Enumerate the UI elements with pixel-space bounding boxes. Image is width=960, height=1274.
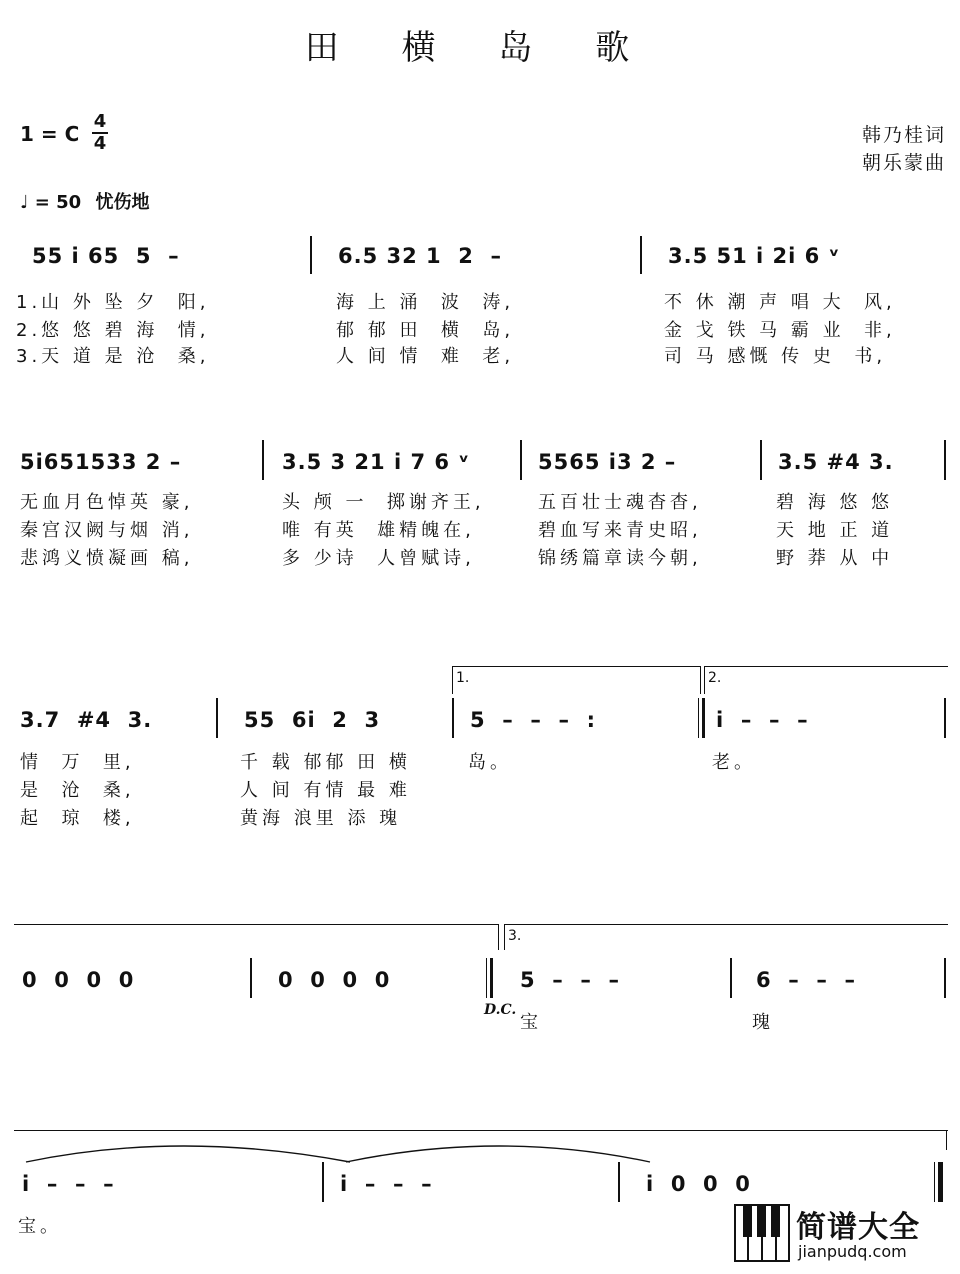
s4-lyric-m3: 宝 bbox=[520, 1012, 542, 1033]
volta-1-label: 1. bbox=[456, 670, 470, 686]
s3-lyric-v1-m2: 千 载 郁郁 田 横 bbox=[240, 752, 411, 773]
double-barline-thick bbox=[490, 958, 493, 998]
s4-measure-1-notes: 0 0 0 0 bbox=[22, 968, 135, 992]
s1-lyric-v1-m2: 海 上 涌 波 涛, bbox=[336, 292, 515, 313]
s3-measure-4-notes: i – – – bbox=[716, 708, 809, 732]
key-signature: 1 = C bbox=[20, 122, 80, 146]
s4-measure-3-notes: 5 – – – bbox=[520, 968, 620, 992]
s2-lyric-v3-m3: 锦绣篇章读今朝, bbox=[538, 548, 702, 569]
barline bbox=[216, 698, 218, 738]
s5-measure-1-notes: i – – – bbox=[22, 1172, 115, 1196]
logo-url: jianpudq.com bbox=[798, 1242, 907, 1261]
score-title: 田 横 岛 歌 bbox=[304, 28, 656, 68]
s3-lyric-v2-m1: 是 沧 桑, bbox=[20, 780, 135, 801]
final-barline-thin bbox=[934, 1162, 935, 1202]
composer-credit: 朝乐蒙曲 bbox=[861, 152, 946, 174]
s3-measure-1-notes: 3.7 #4 3. bbox=[20, 708, 153, 732]
repeat-barline-thick bbox=[702, 698, 705, 738]
s5-measure-2-notes: i – – – bbox=[340, 1172, 433, 1196]
s2-lyric-v3-m4: 野 莽 从 中 bbox=[776, 548, 894, 569]
barline bbox=[250, 958, 252, 998]
tempo-value: = 50 bbox=[34, 192, 82, 213]
site-logo bbox=[734, 1202, 954, 1268]
s2-lyric-v3-m1: 悲鸿义愤凝画 稿, bbox=[20, 548, 194, 569]
volta-2-label: 2. bbox=[708, 670, 722, 686]
s1-lyric-v3-m2: 人 间 情 难 老, bbox=[336, 346, 515, 367]
volta-3-label: 3. bbox=[508, 928, 522, 944]
s1-measure-1-notes: 55 i 65 5 – bbox=[32, 244, 180, 268]
s2-measure-4-notes: 3.5 #4 3. bbox=[778, 450, 894, 474]
s3-measure-2-notes: 55 6i 2 3 bbox=[244, 708, 381, 732]
s4-measure-4-notes: 6 – – – bbox=[756, 968, 856, 992]
s2-lyric-v3-m2: 多 少诗 人曾赋诗, bbox=[282, 548, 475, 569]
s4-measure-2-notes: 0 0 0 0 bbox=[278, 968, 391, 992]
s2-lyric-v2-m1: 秦宫汉阙与烟 消, bbox=[20, 520, 194, 541]
s1-lyric-v2-m1: 2.悠 悠 碧 海 情, bbox=[16, 320, 210, 341]
time-signature bbox=[92, 112, 108, 154]
s1-lyric-v2-m3: 金 戈 铁 马 霸 业 非, bbox=[664, 320, 896, 341]
s1-measure-2-notes: 6.5 32 1 2 – bbox=[338, 244, 503, 268]
barline bbox=[730, 958, 732, 998]
s2-lyric-v1-m3: 五百壮士魂杳杳, bbox=[538, 492, 702, 513]
volta-1-line bbox=[452, 666, 700, 667]
s1-lyric-v3-m3: 司 马 感慨 传 史 书, bbox=[664, 346, 887, 367]
s2-lyric-v1-m4: 碧 海 悠 悠 bbox=[776, 492, 894, 513]
volta-2-left bbox=[704, 666, 705, 694]
time-signature-top: 4 bbox=[93, 111, 107, 132]
logo-name: 简谱大全 bbox=[796, 1210, 920, 1245]
s1-lyric-v1-m3: 不 休 潮 声 唱 大 风, bbox=[664, 292, 896, 313]
s3-lyric-v3-m1: 起 琼 楼, bbox=[20, 808, 135, 829]
s2-lyric-v1-m2: 头 颅 一 掷谢齐王, bbox=[282, 492, 485, 513]
s3-lyric-v1-m3: 岛。 bbox=[468, 752, 512, 773]
barline bbox=[640, 236, 642, 274]
s5-lyric-m1: 宝。 bbox=[18, 1216, 62, 1237]
volta-2-line bbox=[704, 666, 948, 667]
tie-arc-2 bbox=[346, 1146, 650, 1162]
s3-lyric-v1-m4: 老。 bbox=[712, 752, 756, 773]
barline bbox=[944, 440, 946, 480]
quarter-note-icon: ♩ bbox=[20, 192, 29, 213]
s2-lyric-v2-m2: 唯 有英 雄精魄在, bbox=[282, 520, 475, 541]
barline bbox=[618, 1162, 620, 1202]
double-barline-thin bbox=[486, 958, 487, 998]
s1-lyric-v1-m1: 1.山 外 坠 夕 阳, bbox=[16, 292, 210, 313]
volta-3-bar bbox=[498, 924, 499, 950]
s3-measure-3-notes: 5 – – – : bbox=[470, 708, 596, 732]
volta-1-right bbox=[700, 666, 701, 694]
s2-measure-1-notes: 5i651533 2 – bbox=[20, 450, 182, 474]
volta-3-line bbox=[504, 924, 948, 925]
barline bbox=[520, 440, 522, 480]
final-barline-thick bbox=[938, 1162, 943, 1202]
tempo-marking bbox=[20, 188, 149, 214]
s1-lyric-v2-m2: 郁 郁 田 横 岛, bbox=[336, 320, 515, 341]
s5-measure-3-notes: i 0 0 0 bbox=[646, 1172, 751, 1196]
s3-lyric-v3-m2: 黄海 浪里 添 瑰 bbox=[240, 808, 402, 829]
barline bbox=[944, 698, 946, 738]
s4-lyric-m4: 瑰 bbox=[752, 1012, 774, 1033]
s2-measure-2-notes: 3.5 3 21 i 7 6 ᵛ bbox=[282, 450, 470, 474]
tempo-mood: 忧伤地 bbox=[95, 192, 150, 213]
tie-arc-1 bbox=[26, 1146, 350, 1162]
tie-arcs bbox=[20, 1136, 660, 1170]
time-signature-bottom: 4 bbox=[93, 133, 107, 154]
lyricist-credit: 韩乃桂词 bbox=[861, 124, 946, 146]
s3-lyric-v1-m1: 情 万 里, bbox=[20, 752, 135, 773]
barline bbox=[944, 958, 946, 998]
dc-marking: D.C. bbox=[484, 1002, 517, 1018]
s5-top-line bbox=[14, 1130, 948, 1131]
s1-lyric-v3-m1: 3.天 道 是 沧 桑, bbox=[16, 346, 210, 367]
barline bbox=[262, 440, 264, 480]
volta-3-lead-line bbox=[14, 924, 498, 925]
s5-top-line-end bbox=[946, 1130, 947, 1150]
volta-3-left bbox=[504, 924, 505, 950]
s1-measure-3-notes: 3.5 51 i 2i 6 ᵛ bbox=[668, 244, 841, 268]
barline bbox=[322, 1162, 324, 1202]
barline bbox=[760, 440, 762, 480]
s2-lyric-v1-m1: 无血月色悼英 豪, bbox=[20, 492, 194, 513]
s2-measure-3-notes: 5565 i3 2 – bbox=[538, 450, 677, 474]
s2-lyric-v2-m3: 碧血写来青史昭, bbox=[538, 520, 702, 541]
barline bbox=[310, 236, 312, 274]
repeat-barline-thin bbox=[698, 698, 699, 738]
barline bbox=[452, 698, 454, 738]
volta-1-left bbox=[452, 666, 453, 694]
s2-lyric-v2-m4: 天 地 正 道 bbox=[776, 520, 894, 541]
s3-lyric-v2-m2: 人 间 有情 最 难 bbox=[240, 780, 411, 801]
piano-keys-icon bbox=[734, 1204, 790, 1262]
